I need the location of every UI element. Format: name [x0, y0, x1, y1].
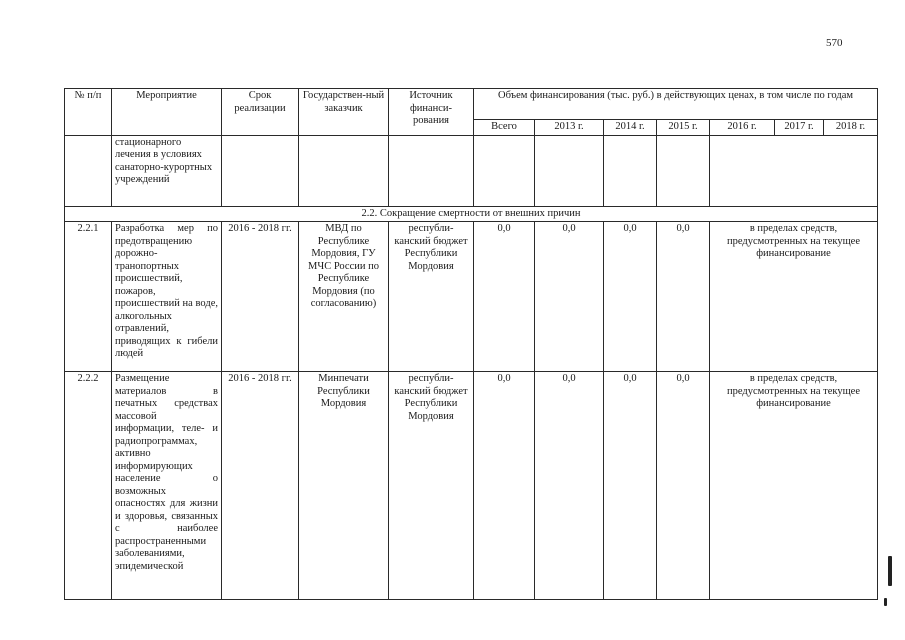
header-year-2017: 2017 г.	[775, 120, 824, 136]
table-row	[65, 135, 878, 206]
budget-table-sheet	[64, 88, 877, 596]
header-source: Источник финанси-рования	[389, 89, 474, 136]
row-year-2014: 0,0	[604, 372, 657, 600]
scan-artifact	[888, 556, 892, 586]
row-customer: Минпечати Республики Мордовия	[299, 372, 389, 600]
row-activity: стационарного лечения в условиях санаторно-курортных учреждений	[112, 135, 222, 206]
header-num: № п/п	[65, 89, 112, 136]
row-total: 0,0	[474, 222, 535, 372]
row-period: 2016 - 2018 гг.	[222, 372, 299, 600]
row-funding-note: в пределах средств, предусмотренных на текущее финансирование	[710, 372, 878, 600]
header-total: Всего	[474, 120, 535, 136]
row-year-2014: 0,0	[604, 222, 657, 372]
header-year-2013: 2013 г.	[535, 120, 604, 136]
section-row	[65, 206, 878, 222]
row-activity: Размещение материалов в печатных средствах массовой информации, теле- и радиопрограммах, активно информирующих население о возможных опасностях для жизни и здоровья, связанных с наиболее распространенными заболеваниями, эпидемической	[112, 372, 222, 600]
scan-artifact	[884, 598, 887, 606]
row-year-2015: 0,0	[657, 222, 710, 372]
header-year-2014: 2014 г.	[604, 120, 657, 136]
row-year-2015: 0,0	[657, 372, 710, 600]
header-customer: Государствен-ный заказчик	[299, 89, 389, 136]
section-title: 2.2. Сокращение смертности от внешних причин	[65, 206, 878, 222]
table-row	[65, 372, 878, 600]
header-funding: Объем финансирования (тыс. руб.) в действующих ценах, в том числе по годам	[474, 89, 878, 120]
row-number: 2.2.1	[65, 222, 112, 372]
header-year-2016: 2016 г.	[710, 120, 775, 136]
row-year-2013: 0,0	[535, 222, 604, 372]
header-year-2015: 2015 г.	[657, 120, 710, 136]
budget-table	[64, 88, 878, 600]
header-activity: Мероприятие	[112, 89, 222, 136]
row-funding-note: в пределах средств, предусмотренных на текущее финансирование	[710, 222, 878, 372]
row-total: 0,0	[474, 372, 535, 600]
row-customer: МВД по Республике Мордовия, ГУ МЧС России по Республике Мордовия (по согласованию)	[299, 222, 389, 372]
row-activity: Разработка мер по предотвращению дорожно-транопортных происшествий, пожаров, происшествий на воде, алкогольных отравлений, приводящих к гибели людей	[112, 222, 222, 372]
row-source: республи-канский бюджет Республики Мордовия	[389, 372, 474, 600]
row-number: 2.2.2	[65, 372, 112, 600]
row-year-2013: 0,0	[535, 372, 604, 600]
header-year-2018: 2018 г.	[824, 120, 878, 136]
table-row	[65, 222, 878, 372]
row-period: 2016 - 2018 гг.	[222, 222, 299, 372]
row-source: республи-канский бюджет Республики Мордовия	[389, 222, 474, 372]
page-number: 570	[826, 37, 843, 49]
header-period: Срок реализации	[222, 89, 299, 136]
table-header-row	[65, 89, 878, 120]
